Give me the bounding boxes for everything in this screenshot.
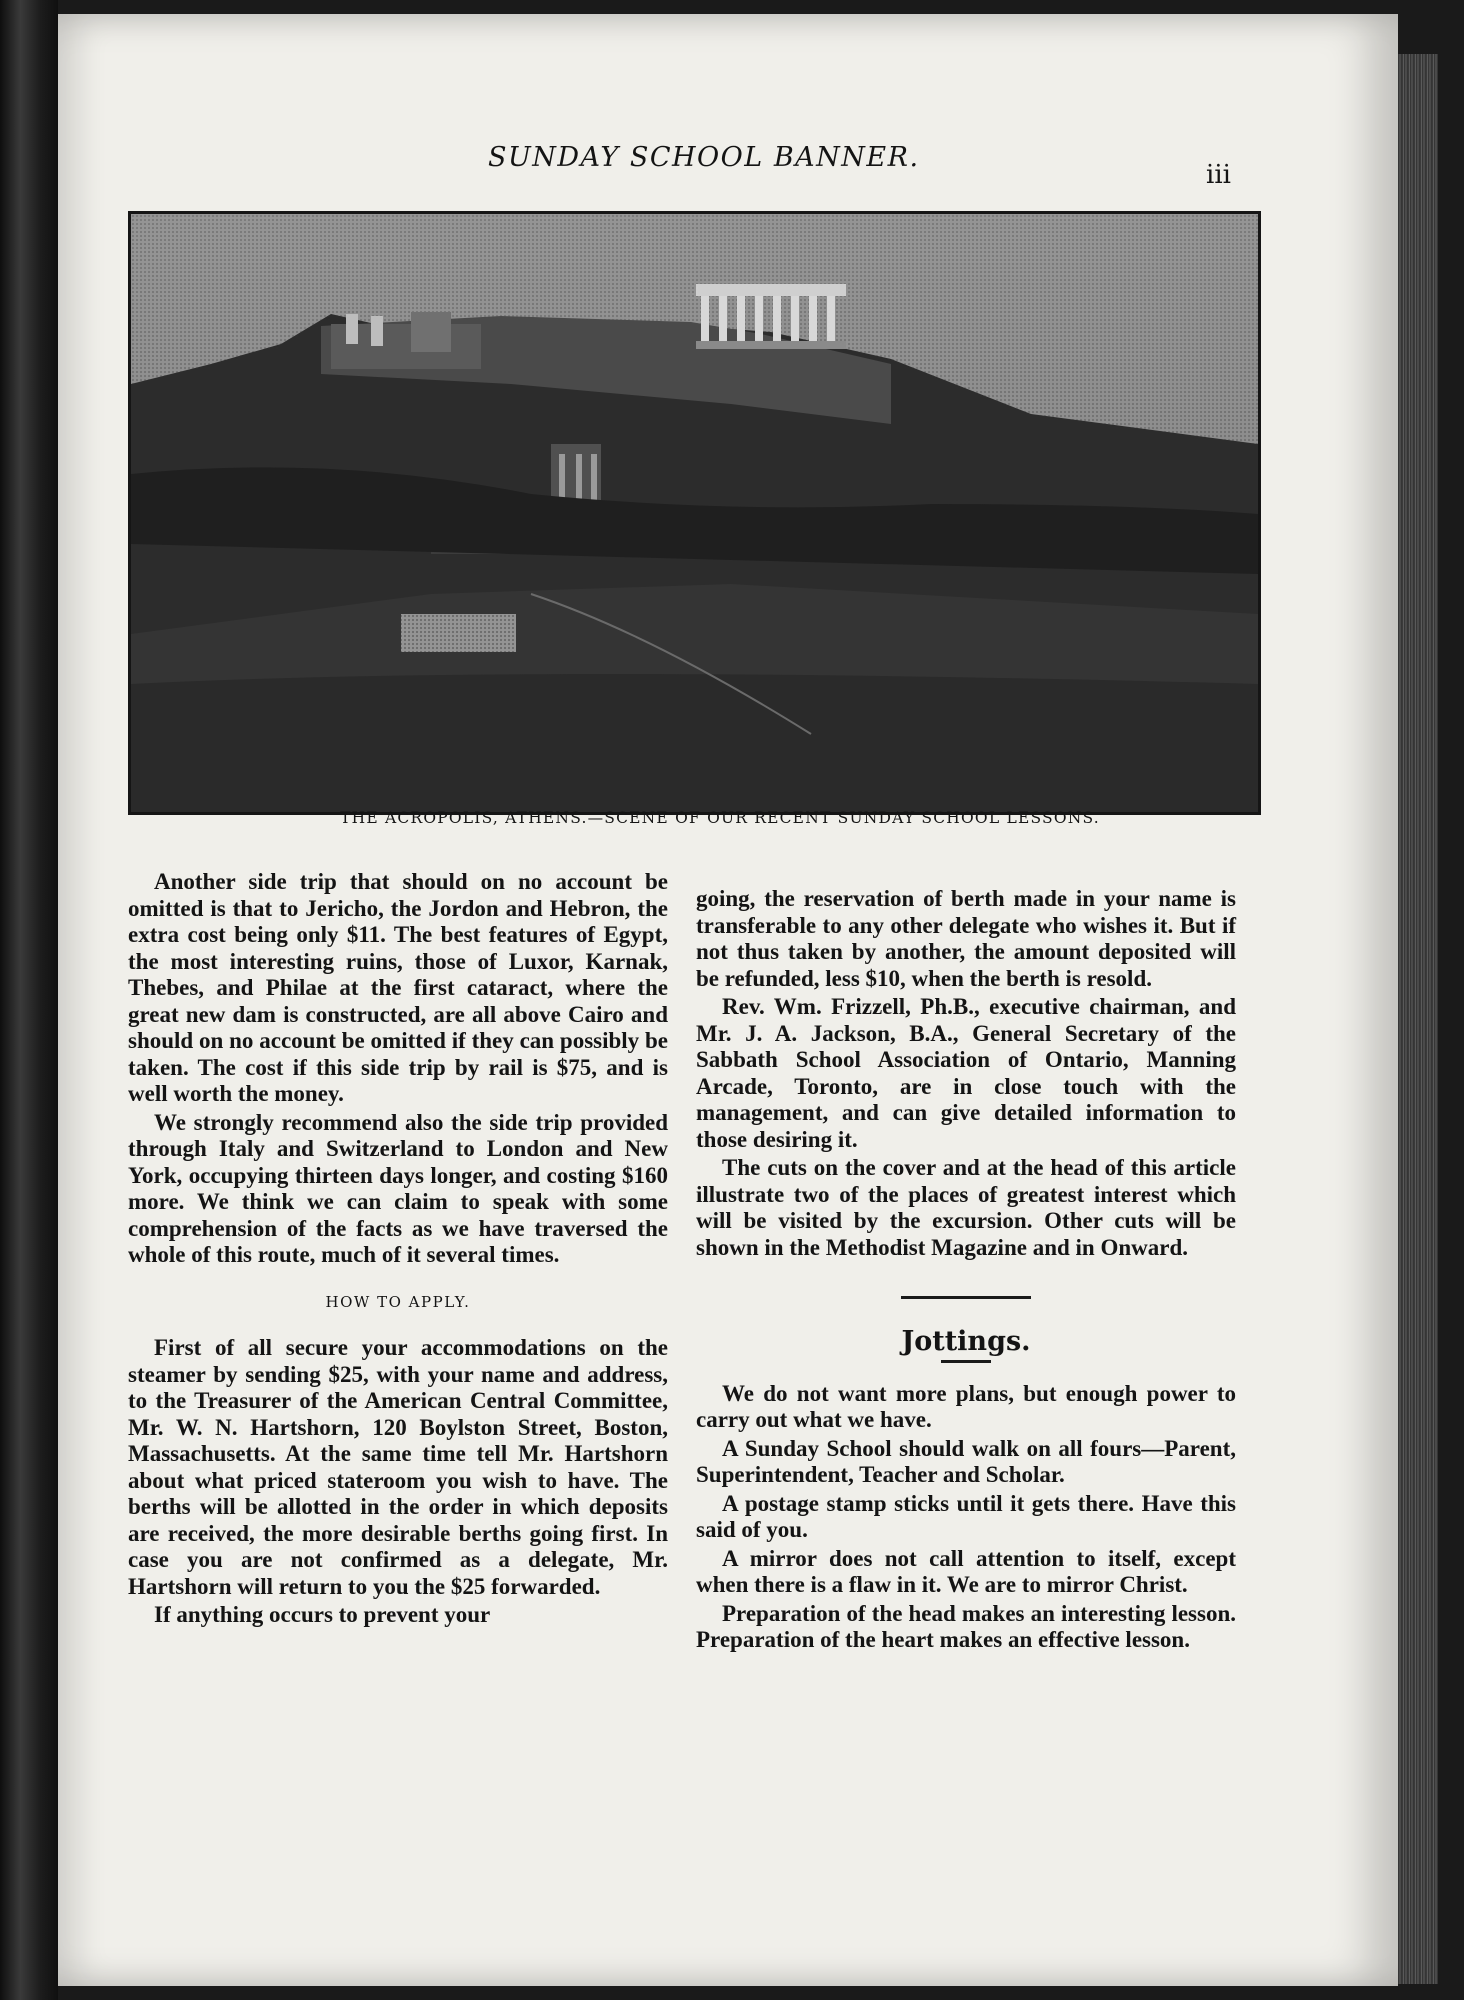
page-number: iii bbox=[1206, 160, 1231, 190]
section-divider bbox=[901, 1296, 1031, 1299]
magazine-page bbox=[58, 14, 1398, 1986]
paragraph-side-trip-jericho: Another side trip that should on no account be omitted is that to Jericho, the Jordon and Hebron, the extra cost being only $11. The best features of Egypt, the most interesting ruins, those of Luxor, Karnak, Thebes, and Philae at the first cataract, where the great new dam is constructed, are all above Cairo and should on no account be omitted if they can possibly be taken. The cost if this side trip by rail is $75, and is well worth the money. bbox=[128, 869, 668, 1106]
jottings-heading: Jottings. bbox=[901, 1326, 1031, 1357]
left-column bbox=[128, 869, 668, 1631]
jottings-underline bbox=[941, 1360, 991, 1363]
paragraph-cuts: The cuts on the cover and at the head of this article illustrate two of the places of greatest interest which will be visited by the excursion. Other cuts will be shown in the Methodist Magazine and in Onward. bbox=[696, 1155, 1236, 1260]
paragraph-prevent-going: If anything occurs to prevent your bbox=[154, 1602, 491, 1627]
acropolis-photograph bbox=[128, 211, 1261, 815]
subheading-how-to-apply: HOW TO APPLY. bbox=[325, 1292, 471, 1311]
paragraph-accommodations: First of all secure your accommodations on the steamer by sending $25, with your name and address, to the Treasurer of the American Central Committee, Mr. W. N. Hartshorn, 120 Boylston Street, Boston, Massachusetts. At the same time tell Mr. Hartshorn about what priced stateroom you wish to have. The berths will be allotted in the order in which deposits are received, the more desirable berths going first. In case you are not confirmed as a delegate, Mr. Hartshorn will return to you the $25 forwarded. bbox=[128, 1335, 668, 1599]
jotting-preparation: Preparation of the head makes an interesting lesson. Preparation of the heart makes an effective lesson. bbox=[696, 1600, 1236, 1652]
running-title: SUNDAY SCHOOL BANNER. bbox=[488, 142, 920, 173]
jotting-postage-stamp: A postage stamp sticks until it gets there. Have this said of you. bbox=[696, 1490, 1236, 1542]
page-stack-edges bbox=[1398, 54, 1438, 1984]
right-column bbox=[696, 886, 1236, 1656]
paragraph-italy-switzerland: We strongly recommend also the side trip provided through Italy and Switzerland to London and New York, occupying thirteen days longer, and costing $160 more. We think we can claim to speak with some comprehension of the facts as we have traversed the whole of this route, much of it several times. bbox=[128, 1109, 668, 1267]
paragraph-reservation-transfer: going, the reservation of berth made in your name is transferable to any other delegate who wishes it. But if not thus taken by another, the amount deposited will be refunded, less $10, when the berth is resold. bbox=[696, 886, 1236, 991]
book-binding-edge bbox=[0, 0, 58, 2000]
jotting-mirror: A mirror does not call attention to itself, except when there is a flaw in it. We are to mirror Christ. bbox=[696, 1545, 1236, 1597]
photo-caption: THE ACROPOLIS, ATHENS.—SCENE OF OUR RECENT SUNDAY SCHOOL LESSONS. bbox=[340, 809, 1100, 827]
jotting-all-fours: A Sunday School should walk on all fours—Parent, Superintendent, Teacher and Scholar. bbox=[696, 1435, 1236, 1487]
paragraph-frizzell-jackson: Rev. Wm. Frizzell, Ph.B., executive chairman, and Mr. J. A. Jackson, B.A., General Secretary of the Sabbath School Association of Ontario, Manning Arcade, Toronto, are in close touch with the management, and can give detailed information to those desiring it. bbox=[696, 994, 1236, 1152]
acropolis-image bbox=[131, 214, 1258, 812]
jotting-plans: We do not want more plans, but enough power to carry out what we have. bbox=[696, 1380, 1236, 1432]
